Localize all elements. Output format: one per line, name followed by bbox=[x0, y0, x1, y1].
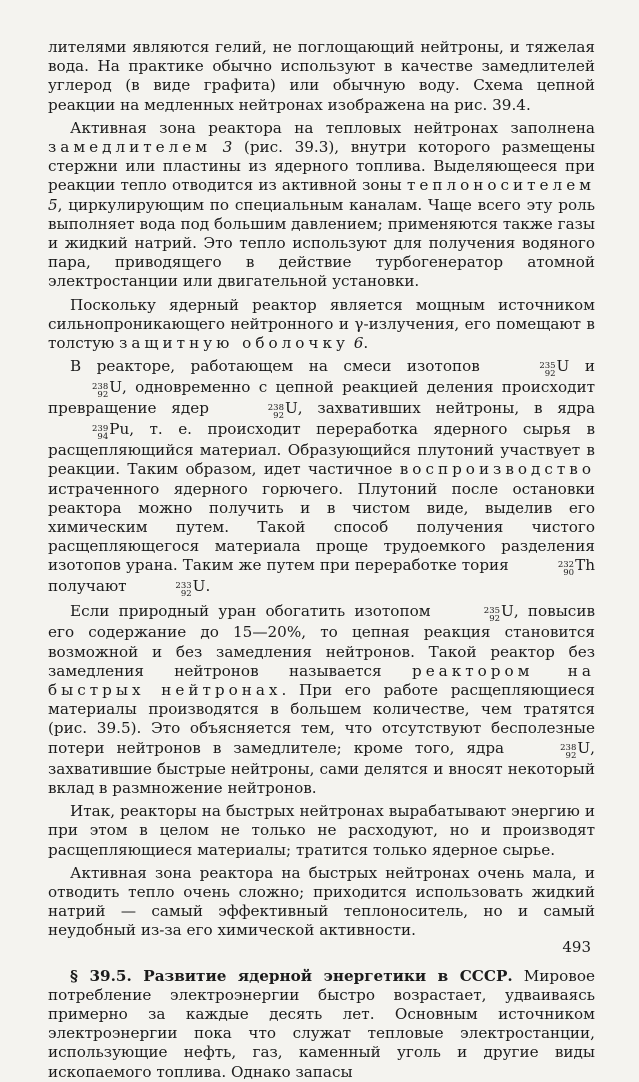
isotope-pu239: 239 94 Pu bbox=[92, 420, 130, 443]
section-title: § 39.5. Развитие ядерной энергетики в СССР. bbox=[70, 966, 513, 985]
paragraph-4: В реакторе, работающем на смеси изотопов 235 92 U и 238 92 U, одновременно с цепной реакцией деления происходит превращение ядер 238 92 U, захвативших нейтроны, в ядра 239 94 Pu, т. е. происходит переработка ядерного сырья в расщепляющийся материал. Образующийся плутоний участвует в реакции. Таким образом, идет частичное воспроизводство истраченного ядерного горючего. Плутоний после остановки реактора можно получить и в чистом виде, выделив его химическим путем. Такой способ получения чистого расщепляющегося материала проще трудоемкого разделения изотопов урана. Таким же путем при переработке тория 232 90 Th получают 233 92 U. bbox=[48, 357, 596, 600]
section-39-5 bbox=[48, 967, 595, 1082]
figure-ref-number: 3 bbox=[222, 138, 233, 157]
body-text bbox=[48, 38, 595, 1082]
term-coolant: теплоносителем bbox=[406, 176, 595, 195]
page-number: 493 bbox=[562, 938, 591, 956]
paragraph-1: лителями являются гелий, не поглощающий нейтроны, и тяжелая вода. На практике обычно используют в качестве замедлителей углерод (в виде графита) или обычную воду. Схема цепной реакции на медленных нейтронах изображена на рис. 39.4. bbox=[48, 38, 595, 114]
term-shield: защитную оболочку bbox=[119, 334, 349, 353]
figure-ref-number: 6 bbox=[353, 334, 364, 353]
term-moderator: замедлителем bbox=[48, 138, 212, 157]
term-fast-reactor: реактором на быстрых нейтронах bbox=[48, 661, 595, 700]
paragraph-3: Поскольку ядерный реактор является мощным источником сильнопроникающего нейтронного и γ-излучения, его помещают в толстую защитную оболочку 6. bbox=[48, 295, 595, 353]
isotope-u238: 238 92 U bbox=[267, 399, 298, 422]
isotope-u238: 238 92 U bbox=[560, 738, 591, 761]
isotope-u233: 233 92 U bbox=[175, 577, 206, 600]
figure-ref-number: 5 bbox=[48, 195, 58, 214]
isotope-u235: 235 92 U bbox=[539, 357, 570, 380]
paragraph-7: Активная зона реактора на быстрых нейтронах очень мала, и отводить тепло очень сложно; приходится использовать жидкий натрий — самый эффективный теплоноситель, но и самый неудобный из-за его химической активности. bbox=[48, 863, 595, 940]
paragraph-2: Активная зона реактора на тепловых нейтронах заполнена замедлителем 3 (рис. 39.3), внутри которого размещены стержни или пластины из ядерного топлива. Выделяющееся при реакции тепло отводится из активной зоны теплоносителем 5, циркулирующим по специальным каналам. Чаще всего эту роль выполняет вода под большим давлением; применяются также газы и жидкий натрий. Это тепло используют для получения водяного пара, приводящего в действие турбогенератор атомной электростанции или двигательной установки. bbox=[48, 118, 595, 291]
isotope-u238: 238 92 U bbox=[92, 378, 123, 401]
paragraph-6: Итак, реакторы на быстрых нейтронах вырабатывают энергию и при этом в целом не только не расходуют, но и производят расщепляющиеся материалы; тратится только ядерное сырье. bbox=[48, 802, 595, 859]
isotope-th232: 232 90 Th bbox=[557, 556, 595, 579]
term-breeding: воспроизводство bbox=[399, 460, 595, 479]
section-paragraph: § 39.5. Развитие ядерной энергетики в СССР. Мировое потребление электроэнергии быстро возрастает, удваиваясь примерно за каждые десять лет. Основным источником электроэнергии пока что служат тепловые электростанции, использующие нефть, газ, каменный уголь и другие виды ископаемого топлива. Однако запасы bbox=[48, 966, 595, 1081]
paragraph-5: Если природный уран обогатить изотопом 235 92 U, повысив его содержание до 15—20%, то цепная реакция становится возможной и без замедления нейтронов. Такой реактор без замедления нейтронов называется реактором на быстрых нейтронах. При его работе расщепляющиеся материалы производятся в большем количестве, чем тратятся (рис. 39.5). Это объясняется тем, что отсутствуют бесполезные потери нейтронов в замедлителе; кроме того, ядра 238 92 U, захватившие быстрые нейтроны, сами делятся и вносят некоторый вклад в размножение нейтронов. bbox=[48, 602, 595, 797]
isotope-u235: 235 92 U bbox=[483, 602, 514, 625]
